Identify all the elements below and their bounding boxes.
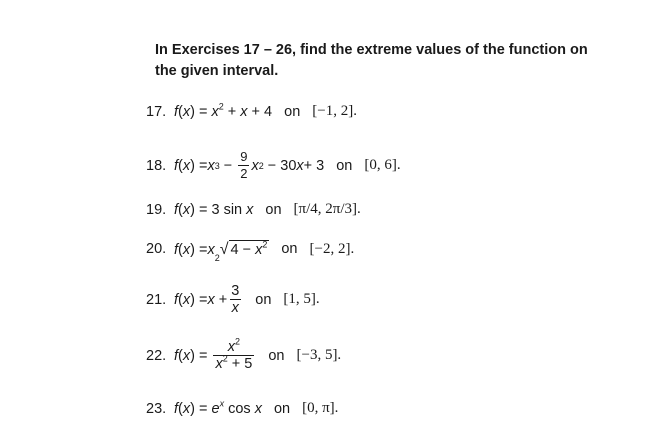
on-word: on	[255, 291, 272, 308]
exercise-heading: In Exercises 17 – 26, find the extreme values of the function on the given interval.	[155, 42, 588, 79]
exercise-number: 22.	[146, 347, 167, 364]
function-expression: f(x) = 3 sin x	[174, 201, 254, 218]
exercise-18	[146, 149, 401, 182]
exercise-20	[146, 239, 355, 263]
interval: [1, 5].	[283, 291, 320, 307]
on-word: on	[281, 241, 298, 257]
exercise-21	[146, 283, 320, 316]
function-expression: f ( x ) = $\frac{x^2}{x^2 + 5}$	[174, 336, 253, 372]
exercise-17	[146, 103, 357, 120]
function-expression: f ( x ) = x 3 − $\frac{9}{2}$ x 2 − 30 x + 3	[174, 149, 325, 181]
exercise-number: 20.	[146, 241, 167, 257]
on-word: on	[265, 201, 282, 218]
function-expression: $f(x) = e^x$ cos x	[174, 398, 262, 417]
on-word: on	[336, 157, 353, 174]
exercise-19	[146, 201, 361, 218]
function-expression: $f(x) = x^2 + x + 4$	[174, 101, 273, 120]
interval: [−3, 5].	[296, 347, 342, 363]
exercise-22	[146, 336, 342, 372]
exercise-23	[146, 400, 338, 417]
on-word: on	[268, 347, 285, 364]
function-expression: f ( x ) = x + $\frac{3}{x}$	[174, 283, 240, 316]
exercise-number: 18.	[146, 157, 167, 174]
interval: [−2, 2].	[309, 240, 355, 257]
on-word: on	[273, 400, 291, 417]
exercise-number: 17.	[146, 103, 167, 120]
interval: [π/4, 2π/3].	[293, 201, 361, 217]
function-expression: f ( x ) = x 2 √ $4 - x^2$	[174, 239, 268, 263]
exercise-number: 23.	[146, 400, 167, 417]
interval: [−1, 2].	[312, 103, 357, 119]
exercise-number: 21.	[146, 291, 167, 308]
on-word: on	[284, 103, 301, 120]
interval: [0, π].	[302, 400, 339, 416]
interval: [0, 6].	[364, 157, 401, 173]
exercise-number: 19.	[146, 201, 167, 218]
